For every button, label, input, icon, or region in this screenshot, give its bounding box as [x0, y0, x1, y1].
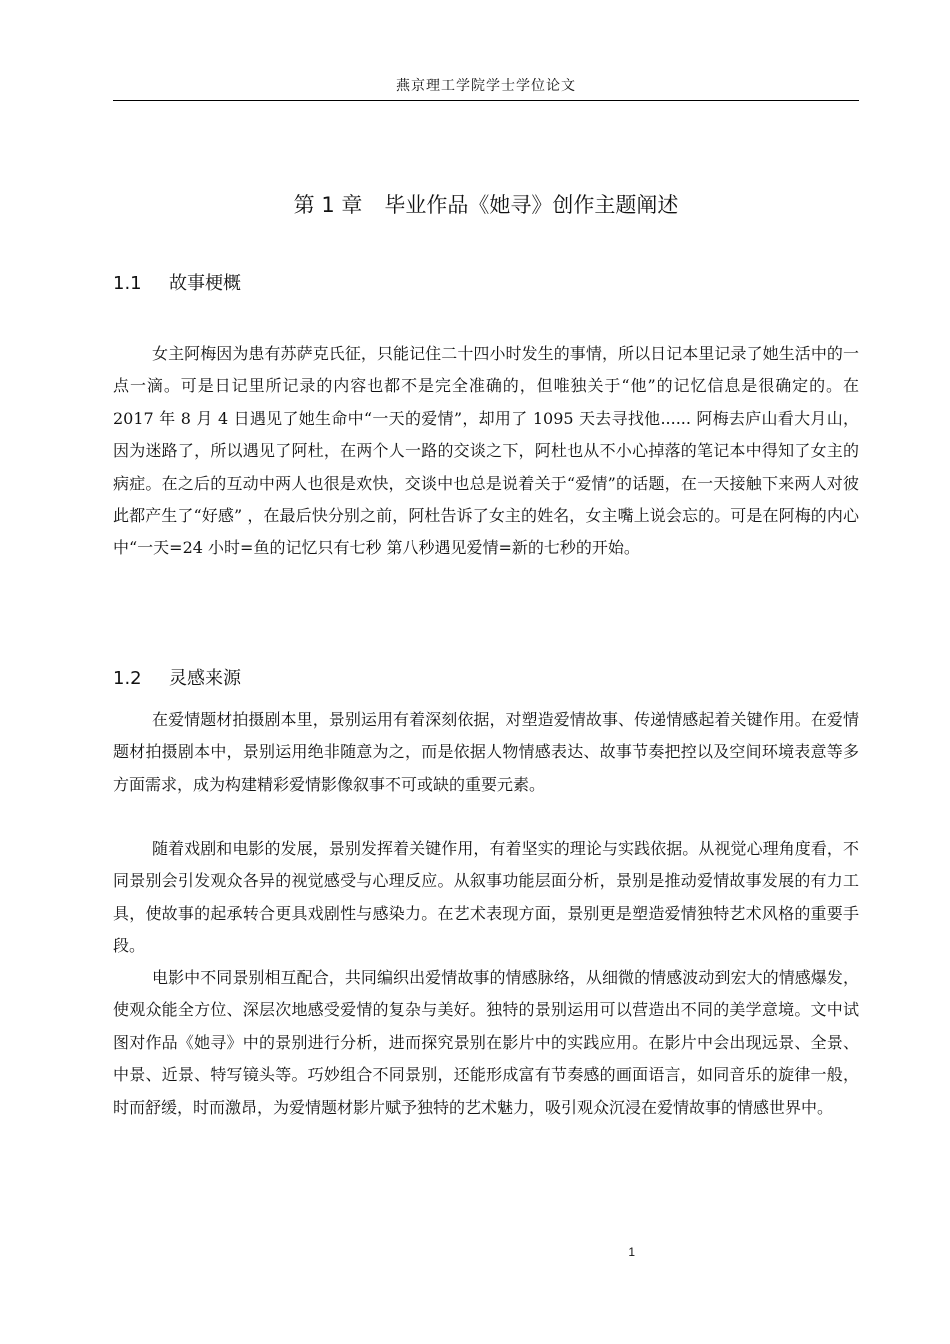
page-number: 1 [628, 1245, 635, 1259]
paragraph-inspiration-3: 电影中不同景别相互配合，共同编织出爱情故事的情感脉络，从细微的情感波动到宏大的情感爆发，使观众能全方位、深层次地感受爱情的复杂与美好。独特的景别运用可以营造出不同的美学意境。文中试图对作品《她寻》中的景别进行分析，进而探究景别在影片中的实践应用。在影片中会出现远景、全景、中景、近景、特写镜头等。巧妙组合不同景别，还能形成富有节奏感的画面语言，如同音乐的旋律一般，时而舒缓，时而激昂，为爱情题材影片赋予独特的艺术魅力，吸引观众沉浸在爱情故事的情感世界中。 [113, 968, 859, 1117]
section-number: 1.2 [113, 668, 142, 689]
section-title: 故事梗概 [169, 273, 241, 294]
chapter-number: 第 1 章 [293, 193, 363, 217]
header-rule [113, 100, 859, 101]
paragraph-synopsis: 女主阿梅因为患有苏萨克氏征，只能记住二十四小时发生的事情，所以日记本里记录了她生活中的一点一滴。可是日记里所记录的内容也都不是完全准确的，但唯独关于“他”的记忆信息是很确定的。在 2017 年 8 月 4 日遇见了她生命中“一天的爱情”，却用了 1095 天去寻找他...... 阿梅去庐山看大月山，因为迷路了，所以遇见了阿杜，在两个人一路的交谈之下，阿杜也从不小心掉落的笔记本中得知了女主的病症。在之后的互动中两人也很是欢快，交谈中也总是说着关于“爱情”的话题，在一天接触下来两人对彼此都产生了“好感” ，在最后快分别之前，阿杜告诉了女主的姓名，女主嘴上说会忘的。可是在阿梅的内心中“一天=24 小时=鱼的记忆只有七秒 第八秒遇见爱情=新的七秒的开始。 [113, 344, 859, 558]
paragraph-inspiration-2: 随着戏剧和电影的发展，景别发挥着关键作用，有着坚实的理论与实践依据。从视觉心理角度看，不同景别会引发观众各异的视觉感受与心理反应。从叙事功能层面分析，景别是推动爱情故事发展的有力工具，使故事的起承转合更具戏剧性与感染力。在艺术表现方面，景别更是塑造爱情独特艺术风格的重要手段。 [113, 839, 859, 956]
paragraph-inspiration-1: 在爱情题材拍摄剧本里，景别运用有着深刻依据，对塑造爱情故事、传递情感起着关键作用。在爱情题材拍摄剧本中，景别运用绝非随意为之，而是依据人物情感表达、故事节奏把控以及空间环境表意等多方面需求，成为构建精彩爱情影像叙事不可或缺的重要元素。 [113, 710, 859, 794]
section-heading-1-1 [113, 271, 241, 297]
section-title: 灵感来源 [169, 668, 241, 689]
chapter-title-text: 毕业作品《她寻》创作主题阐述 [384, 193, 679, 217]
section-number: 1.1 [113, 273, 142, 294]
section-heading-1-2 [113, 666, 241, 692]
chapter-title [113, 190, 859, 220]
running-header: 燕京理工学院学士学位论文 [396, 78, 576, 94]
